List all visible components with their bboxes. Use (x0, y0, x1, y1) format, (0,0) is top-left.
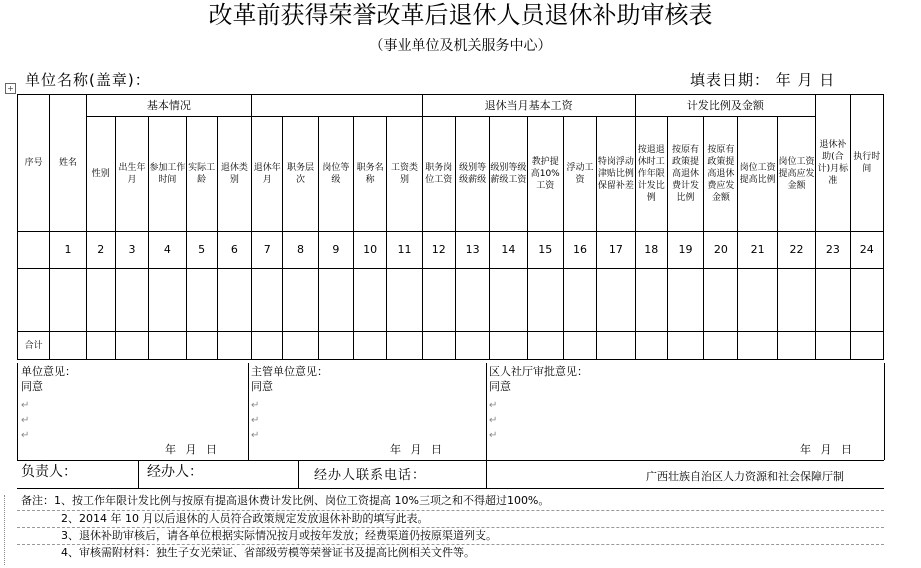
paragraph-mark-icon: ↵ (251, 430, 260, 441)
remark-2: 2、2014 年 10 月以后退休的人员符合政策规定发放退休补助的填写此表。 (61, 512, 429, 525)
total-cell[interactable] (252, 332, 283, 360)
header-col-9: 岗位等级 (318, 117, 353, 232)
remark-divider (17, 544, 884, 545)
remark-3: 3、退休补助审核后，请各单位根据实际情况按月或按年发放；经费渠道仍按原渠道列支。 (61, 529, 497, 542)
entry-cell[interactable] (738, 269, 777, 332)
header-col-6: 退休类别 (217, 117, 251, 232)
total-cell[interactable] (563, 332, 596, 360)
header-col-8: 职务层次 (283, 117, 318, 232)
number-cell: 8 (283, 232, 318, 269)
fill-date-label: 填表日期： 年 月 日 (690, 71, 836, 89)
entry-cell[interactable] (387, 269, 422, 332)
number-row (18, 232, 884, 269)
header-col-14: 级别等级薪级工资 (490, 117, 527, 232)
number-cell: 18 (635, 232, 667, 269)
total-cell[interactable] (667, 332, 703, 360)
entry-cell[interactable] (283, 269, 318, 332)
number-cell: 17 (597, 232, 635, 269)
total-cell[interactable] (777, 332, 815, 360)
total-cell[interactable] (704, 332, 738, 360)
total-cell[interactable] (850, 332, 884, 360)
entry-cell[interactable] (667, 269, 703, 332)
header-col-24: 执行时间 (850, 95, 884, 232)
entry-cell[interactable] (186, 269, 217, 332)
opinion-left-border (17, 363, 18, 460)
number-cell: 1 (50, 232, 86, 269)
signature-divider-2 (298, 461, 299, 488)
number-cell: 7 (252, 232, 283, 269)
group-blank (252, 95, 423, 117)
header-seq: 序号 (18, 95, 50, 232)
total-cell[interactable] (115, 332, 148, 360)
total-label: 合计 (18, 332, 50, 360)
paragraph-mark-icon: ↵ (489, 415, 498, 426)
header-col-19: 按原有政策提高退休费计发比例 (667, 117, 703, 232)
hrss-opinion-title: 区人社厅审批意见： (489, 365, 588, 378)
number-cell: 14 (490, 232, 527, 269)
entry-cell[interactable] (318, 269, 353, 332)
supervisor-opinion-date: 年 月 日 (390, 443, 442, 456)
header-col-21: 岗位工资提高比例 (738, 117, 777, 232)
handler-label: 经办人： (147, 464, 203, 480)
vertical-ruler (4, 495, 5, 565)
supervisor-opinion-value[interactable]: 同意 (251, 380, 273, 393)
total-cell[interactable] (816, 332, 850, 360)
header-col-10: 职务名称 (353, 117, 386, 232)
total-cell[interactable] (597, 332, 635, 360)
total-cell[interactable] (50, 332, 86, 360)
header-col-13: 级别等级薪级 (455, 117, 489, 232)
header-col-7: 退休年月 (252, 117, 283, 232)
signature-divider-3 (486, 461, 487, 488)
group-basic-info: 基本情况 (86, 95, 251, 117)
form-title: 改革前获得荣誉改革后退休人员退休补助审核表 (208, 1, 713, 29)
total-cell[interactable] (186, 332, 217, 360)
entry-cell[interactable] (597, 269, 635, 332)
entry-cell[interactable] (422, 269, 455, 332)
header-col-15: 教护提高10%工资 (527, 117, 563, 232)
entry-cell[interactable] (50, 269, 86, 332)
responsible-person-label: 负责人： (21, 464, 77, 480)
hrss-opinion-date: 年 月 日 (800, 443, 852, 456)
audit-table (17, 94, 884, 360)
header-col-3: 出生年月 (115, 117, 148, 232)
hrss-opinion-value[interactable]: 同意 (489, 380, 511, 393)
total-cell[interactable] (455, 332, 489, 360)
unit-opinion-title: 单位意见： (21, 365, 76, 378)
number-cell: 20 (704, 232, 738, 269)
unit-opinion-date: 年 月 日 (165, 443, 217, 456)
entry-cell[interactable] (86, 269, 115, 332)
entry-cell[interactable] (704, 269, 738, 332)
total-cell[interactable] (217, 332, 251, 360)
total-cell[interactable] (353, 332, 386, 360)
handler-phone-label: 经办人联系电话： (314, 468, 427, 483)
total-cell[interactable] (318, 332, 353, 360)
header-col-5: 实际工龄 (186, 117, 217, 232)
entry-cell[interactable] (635, 269, 667, 332)
group-retirement-salary: 退休当月基本工资 (422, 95, 635, 117)
paragraph-mark-icon: ↵ (21, 430, 30, 441)
number-cell: 4 (149, 232, 186, 269)
group-ratio-amount: 计发比例及金额 (635, 95, 816, 117)
entry-cell[interactable] (252, 269, 283, 332)
total-cell[interactable] (86, 332, 115, 360)
entry-cell[interactable] (527, 269, 563, 332)
entry-cell[interactable] (563, 269, 596, 332)
entry-cell[interactable] (149, 269, 186, 332)
header-col-22: 岗位工资提高应发金额 (777, 117, 815, 232)
entry-cell[interactable] (816, 269, 850, 332)
opinion-right-border (884, 363, 885, 460)
data-entry-row[interactable] (18, 269, 884, 332)
supervisor-opinion-title: 主管单位意见： (251, 365, 328, 378)
number-cell: 3 (115, 232, 148, 269)
remark-divider (17, 527, 884, 528)
number-cell: 5 (186, 232, 217, 269)
total-cell[interactable] (422, 332, 455, 360)
total-cell[interactable] (149, 332, 186, 360)
entry-cell[interactable] (353, 269, 386, 332)
paragraph-mark-icon: ↵ (489, 400, 498, 411)
entry-cell[interactable] (777, 269, 815, 332)
entry-cell[interactable] (455, 269, 489, 332)
entry-cell[interactable] (490, 269, 527, 332)
number-cell: 24 (850, 232, 884, 269)
paragraph-mark-icon: ↵ (21, 415, 30, 426)
signature-top-border (17, 460, 884, 461)
number-cell-0 (18, 232, 50, 269)
number-cell: 16 (563, 232, 596, 269)
signature-divider-1 (138, 461, 139, 488)
remark-4: 4、审核需附材料：独生子女光荣证、省部级劳模等荣誉证书及提高比例相关文件等。 (61, 546, 475, 559)
number-cell: 19 (667, 232, 703, 269)
unit-opinion-value[interactable]: 同意 (21, 380, 43, 393)
header-col-4: 参加工作时间 (149, 117, 186, 232)
header-col-17: 特岗浮动津贴比例保留补差 (597, 117, 635, 232)
remark-1: 备注：1、按工作年限计发比例与按原有提高退休费计发比例、岗位工资提高 10%三项之和不得超过100%。 (21, 494, 550, 507)
header-col-23: 退休补助(合计)月标准 (816, 95, 850, 232)
total-cell[interactable] (527, 332, 563, 360)
paragraph-mark-icon: ↵ (21, 400, 30, 411)
header-col-20: 按原有政策提高退休费应发金额 (704, 117, 738, 232)
total-row (18, 332, 884, 360)
paragraph-mark-icon: ↵ (251, 400, 260, 411)
unit-name-label: 单位名称(盖章)： (25, 71, 151, 89)
total-cell[interactable] (635, 332, 667, 360)
header-col-12: 职务岗位工资 (422, 117, 455, 232)
number-cell: 22 (777, 232, 815, 269)
number-cell: 11 (387, 232, 422, 269)
number-cell: 12 (422, 232, 455, 269)
number-cell: 23 (816, 232, 850, 269)
number-cell: 10 (353, 232, 386, 269)
header-col-18: 按退退休时工作年限计发比例 (635, 117, 667, 232)
signature-bottom-border (17, 488, 884, 489)
total-cell[interactable] (387, 332, 422, 360)
header-col-11: 工资类别 (387, 117, 422, 232)
opinion-divider-2 (486, 363, 487, 460)
entry-cell[interactable] (115, 269, 148, 332)
number-cell: 6 (217, 232, 251, 269)
number-cell: 15 (527, 232, 563, 269)
issuer-label: 广西壮族自治区人力资源和社会保障厅制 (646, 470, 844, 483)
number-cell: 9 (318, 232, 353, 269)
form-subtitle: （事业单位及机关服务中心） (369, 38, 552, 54)
table-move-handle-icon[interactable]: + (5, 83, 16, 94)
total-cell[interactable] (490, 332, 527, 360)
paragraph-mark-icon: ↵ (489, 430, 498, 441)
number-cell: 13 (455, 232, 489, 269)
header-name: 姓名 (50, 95, 86, 232)
total-cell[interactable] (738, 332, 777, 360)
entry-cell[interactable] (217, 269, 251, 332)
paragraph-mark-icon: ↵ (251, 415, 260, 426)
header-col-16: 浮动工资 (563, 117, 596, 232)
remark-divider (17, 510, 884, 511)
total-cell[interactable] (283, 332, 318, 360)
header-col-2: 性别 (86, 117, 115, 232)
entry-cell[interactable] (18, 269, 50, 332)
entry-cell[interactable] (850, 269, 884, 332)
opinion-divider-1 (248, 363, 249, 460)
number-cell: 2 (86, 232, 115, 269)
number-cell: 21 (738, 232, 777, 269)
